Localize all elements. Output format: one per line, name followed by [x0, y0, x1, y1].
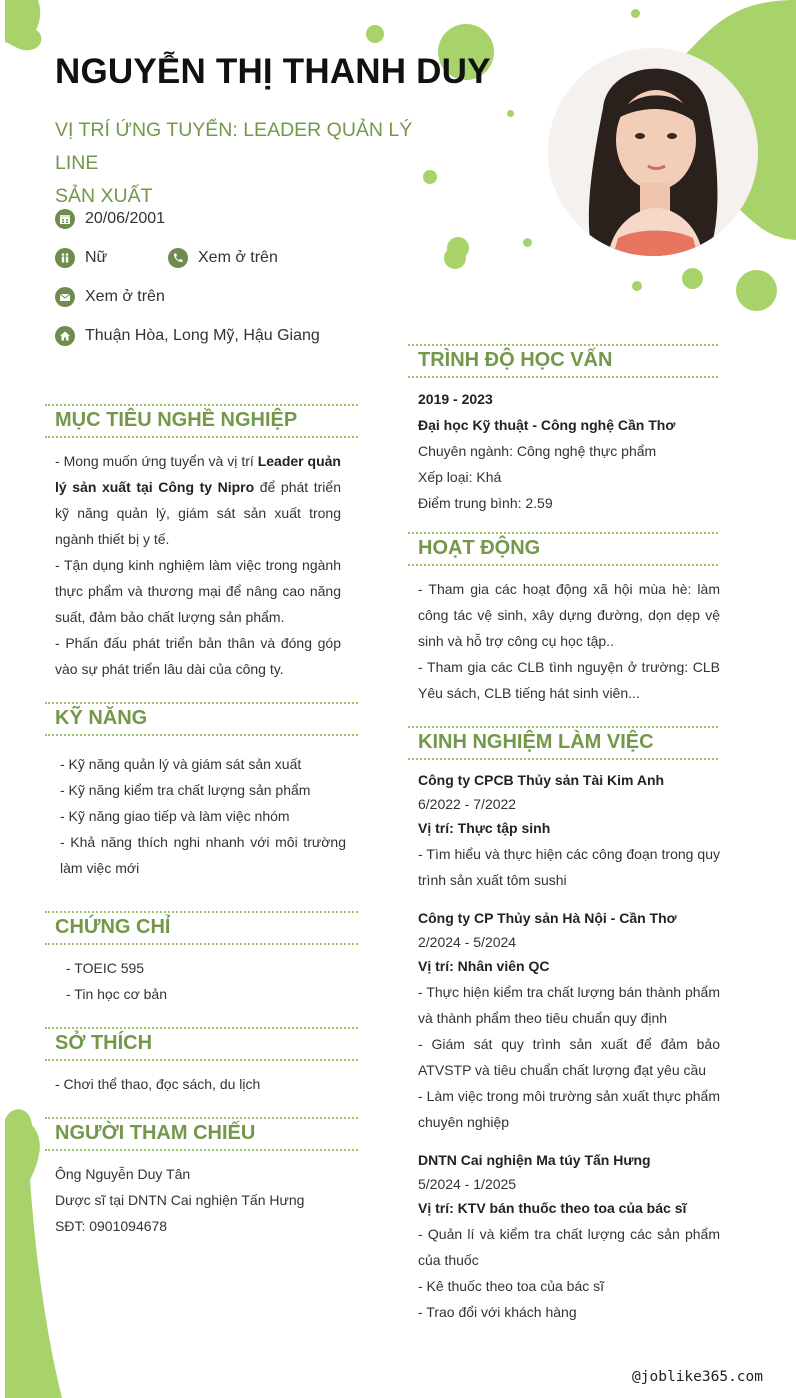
contact-phone [168, 248, 278, 268]
candidate-name: NGUYỄN THỊ THANH DUY [55, 52, 491, 91]
job-entry [418, 1148, 720, 1325]
phone-value: Xem ở trên [198, 249, 278, 266]
certificates-list [66, 955, 346, 1007]
skill-item: - Kỹ năng quản lý và giám sát sản xuất [60, 756, 302, 772]
decor-dot [507, 110, 514, 117]
objective-paragraph-1: - Mong muốn ứng tuyển và vị trí Leader quản lý sản xuất tại Công ty Nipro để phát triển kỹ năng quản lý, giám sát sản xuất trong ngành thiết bị y tế. [55, 453, 341, 547]
job-task: - Thực hiện kiểm tra chất lượng bán thành phẩm và thành phẩm theo tiêu chuẩn quy định [418, 984, 720, 1026]
gender-icon [55, 248, 75, 268]
section-education-header [408, 344, 718, 378]
section-title: KINH NGHIỆM LÀM VIỆC [418, 731, 654, 753]
calendar-icon [55, 209, 75, 229]
gender-value: Nữ [85, 249, 108, 266]
education-rank: Xếp loại: Khá [418, 469, 502, 485]
position-line-2: SẢN XUẤT [55, 185, 153, 207]
objective-paragraph-3: - Phấn đấu phát triển bản thân và đóng góp vào sự phát triển lâu dài của công ty. [55, 635, 341, 677]
job-task: - Quản lí và kiểm tra chất lượng các sản phẩm của thuốc [418, 1226, 720, 1268]
section-title: HOẠT ĐỘNG [418, 537, 541, 559]
decor-dot [632, 281, 642, 291]
job-role: Vị trí: Nhân viên QC [418, 958, 550, 974]
experience-list [418, 768, 720, 1325]
decor-dot [523, 238, 532, 247]
certificate-item: - Tin học cơ bản [66, 986, 168, 1002]
section-hobbies-header [45, 1027, 358, 1061]
phone-icon [168, 248, 188, 268]
education-school: Đại học Kỹ thuật - Công nghệ Cần Thơ [418, 417, 676, 433]
email-icon [55, 287, 75, 307]
decor-dot [682, 268, 703, 289]
address-value: Thuận Hòa, Long Mỹ, Hậu Giang [85, 327, 320, 344]
section-title: SỞ THÍCH [55, 1032, 153, 1054]
contact-gender [55, 248, 107, 268]
job-role: Vị trí: KTV bán thuốc theo toa của bác sĩ [418, 1200, 687, 1216]
section-title: CHỨNG CHỈ [55, 916, 171, 938]
job-role: Vị trí: Thực tập sinh [418, 820, 551, 836]
hobbies-text: - Chơi thể thao, đọc sách, du lịch [55, 1076, 261, 1092]
reference-name: Ông Nguyễn Duy Tân [55, 1166, 191, 1182]
education-major: Chuyên ngành: Công nghệ thực phẩm [418, 443, 657, 459]
skill-item: - Khả năng thích nghi nhanh với môi trường làm việc mới [60, 834, 346, 876]
section-reference-header [45, 1117, 358, 1151]
job-period: 5/2024 - 1/2025 [418, 1176, 517, 1192]
home-icon [55, 326, 75, 346]
reference-role: Dược sĩ tại DNTN Cai nghiện Tấn Hưng [55, 1192, 305, 1208]
email-value: Xem ở trên [85, 288, 165, 305]
profile-photo [548, 48, 758, 256]
decor-dot [736, 270, 777, 311]
job-company: Công ty CPCB Thủy sản Tài Kim Anh [418, 772, 665, 788]
decor-dot [444, 247, 466, 269]
job-period: 6/2022 - 7/2022 [418, 796, 517, 812]
job-company: DNTN Cai nghiện Ma túy Tấn Hưng [418, 1152, 651, 1168]
job-task: - Kê thuốc theo toa của bác sĩ [418, 1278, 605, 1294]
job-period: 2/2024 - 5/2024 [418, 934, 517, 950]
section-title: MỤC TIÊU NGHỀ NGHIỆP [55, 409, 298, 431]
decor-dot [631, 9, 640, 18]
activity-paragraph: - Tham gia các hoạt động xã hội mùa hè: làm công tác vệ sinh, xây dựng đường, dọn dẹp vệ sinh và hỗ trợ công cụ học tập.. [418, 581, 720, 649]
job-entry [418, 906, 720, 1135]
skill-item: - Kỹ năng giao tiếp và làm việc nhóm [60, 808, 290, 824]
section-title: TRÌNH ĐỘ HỌC VẤN [418, 349, 613, 371]
contact-address [55, 326, 320, 346]
education-years: 2019 - 2023 [418, 391, 493, 407]
decor-dot [366, 25, 384, 43]
section-title: NGƯỜI THAM CHIẾU [55, 1122, 256, 1144]
skill-item: - Kỹ năng kiểm tra chất lượng sản phẩm [60, 782, 311, 798]
applied-position [55, 114, 455, 213]
reference-info [55, 1161, 355, 1239]
objective-paragraph-2: - Tận dụng kinh nghiệm làm việc trong ngành thực phẩm và thương mại để nâng cao năng suất, đảm bảo chất lượng sản phẩm. [55, 557, 341, 625]
position-line-1: VỊ TRÍ ỨNG TUYỂN: LEADER QUẢN LÝ LINE [55, 119, 413, 174]
job-task: - Làm việc trong môi trường sản xuất thực phẩm chuyên nghiệp [418, 1088, 720, 1130]
birthday-value: 20/06/2001 [85, 210, 166, 227]
activities-text [418, 576, 720, 706]
section-title: KỸ NĂNG [55, 707, 148, 729]
footer-watermark: @joblike365.com [632, 1369, 763, 1385]
job-task: - Trao đổi với khách hàng [418, 1304, 577, 1320]
activity-paragraph: - Tham gia các CLB tình nguyện ở trường: CLB Yêu sách, CLB tiếng hát sinh viên... [418, 659, 720, 701]
skills-list [60, 751, 346, 881]
job-entry [418, 768, 720, 893]
section-experience-header [408, 726, 718, 760]
job-task: - Giám sát quy trình sản xuất để đảm bảo ATVSTP và tiêu chuẩn chất lượng đạt yêu cầu [418, 1036, 720, 1078]
certificate-item: - TOEIC 595 [66, 960, 145, 976]
section-skills-header [45, 702, 358, 736]
education-info [418, 386, 718, 516]
contact-email [55, 287, 165, 307]
section-objective-header [45, 404, 358, 438]
education-gpa: Điểm trung bình: 2.59 [418, 495, 553, 511]
job-company: Công ty CP Thủy sản Hà Nội - Cần Thơ [418, 910, 677, 926]
section-certificates-header [45, 911, 358, 945]
decor-top-left-blob [0, 0, 60, 60]
reference-phone: SĐT: 0901094678 [55, 1218, 168, 1234]
job-task: - Tìm hiểu và thực hiện các công đoạn trong quy trình sản xuất tôm sushi [418, 846, 720, 888]
section-activities-header [408, 532, 718, 566]
objective-text [55, 448, 341, 682]
contact-birthday [55, 209, 165, 229]
